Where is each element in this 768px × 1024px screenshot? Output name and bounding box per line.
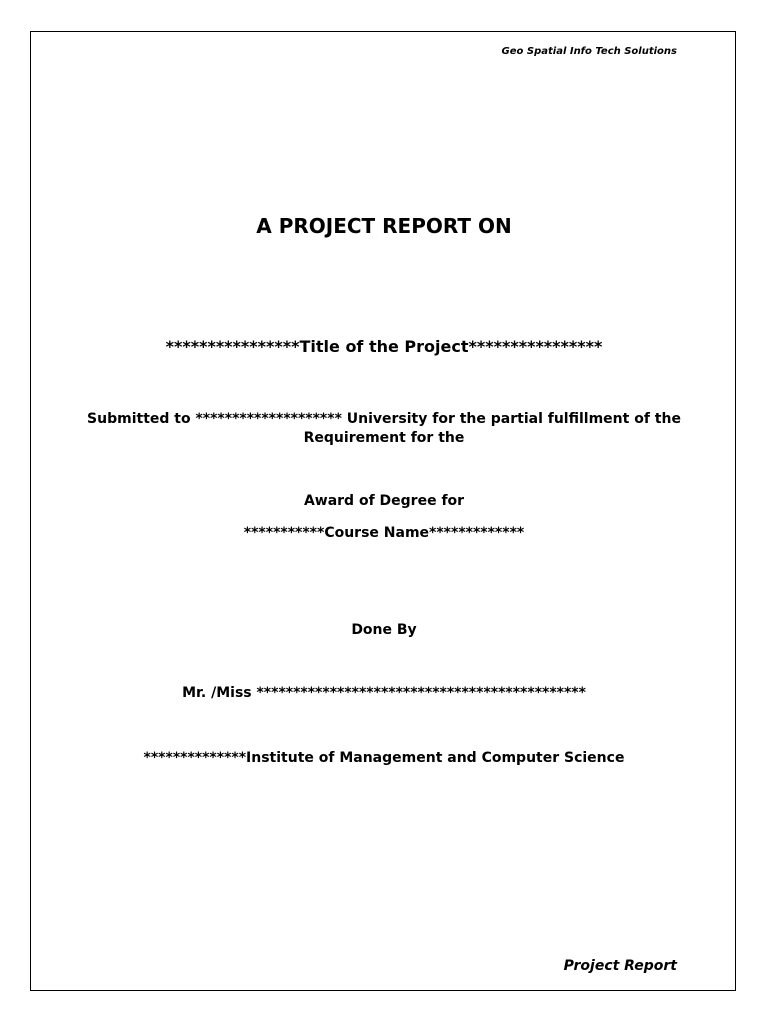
page-border xyxy=(30,31,736,991)
submission-statement xyxy=(70,410,698,448)
project-title: ****************Title of the Project**************** xyxy=(165,337,603,356)
done-by-label: Done By xyxy=(351,622,417,638)
institute-name: **************Institute of Management and Computer Science xyxy=(143,750,625,766)
footer-label: Project Report xyxy=(563,958,677,974)
course-name: ***********Course Name************* xyxy=(243,525,525,541)
award-label: Award of Degree for xyxy=(303,493,465,509)
submission-line-1: Submitted to ******************** University for the partial fulfillment of the xyxy=(87,411,681,427)
submission-line-2: Requirement for the xyxy=(303,430,465,446)
report-heading: A PROJECT REPORT ON xyxy=(256,214,512,238)
company-header: Geo Spatial Info Tech Solutions xyxy=(501,46,677,57)
student-name: Mr. /Miss ********************************************* xyxy=(182,685,586,701)
